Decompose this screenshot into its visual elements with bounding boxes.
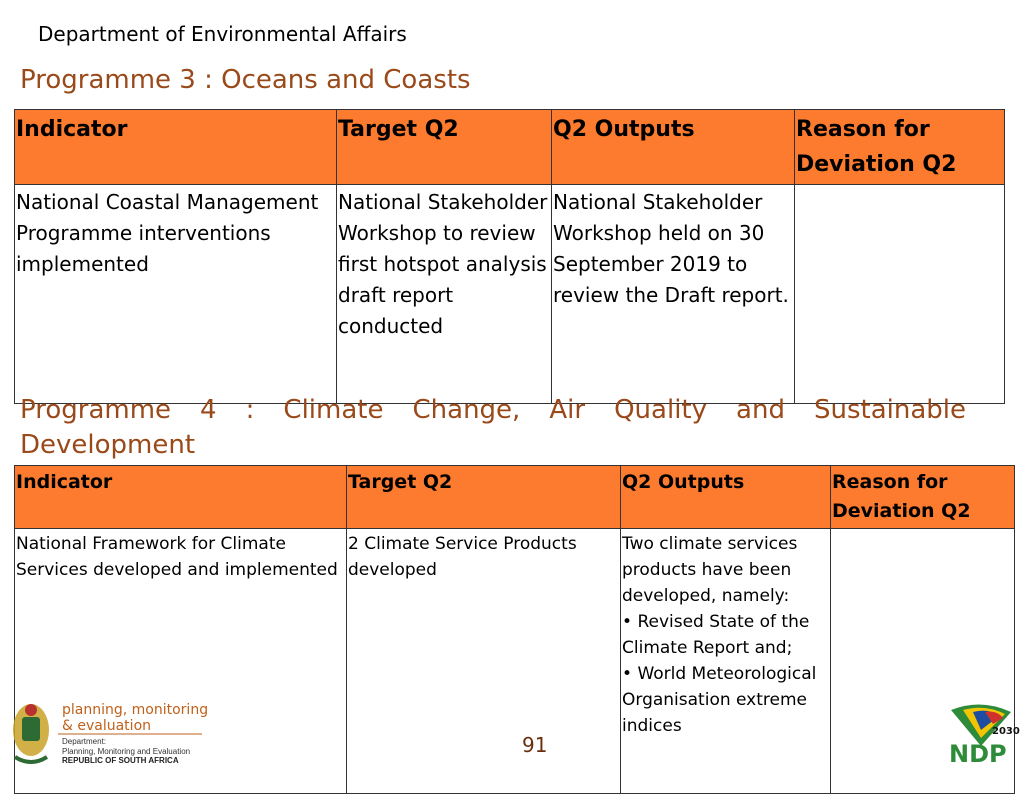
page-number: 91 [522,733,548,757]
cell-outputs [621,529,831,794]
programme-4-title: Programme 4 : Climate Change, Air Quality and Sustainable Development [20,395,966,460]
logo-line-1: planning, monitoring [62,702,209,718]
ndp-logo [945,700,1020,768]
logo-dept-name: Planning, Monitoring and Evaluation [62,747,191,756]
programme-3-title: Programme 3 : Oceans and Coasts [20,65,471,95]
cell-indicator: National Coastal Management Programme interventions implemented [15,185,337,404]
table-header-row [15,466,1015,529]
logo-country: REPUBLIC OF SOUTH AFRICA [62,756,179,765]
table-row [15,185,1005,404]
column-header-target: Target Q2 [337,110,552,185]
column-header-reason: Reason for Deviation Q2 [831,466,1015,529]
logo-line-2: & evaluation [62,718,152,734]
column-header-outputs: Q2 Outputs [552,110,795,185]
column-header-indicator: Indicator [15,466,347,529]
column-header-reason: Reason for Deviation Q2 [795,110,1005,185]
logo-dept-label: Department: [62,737,107,746]
department-name: Department of Environmental Affairs [38,22,407,46]
cell-target: 2 Climate Service Products developed [347,529,621,794]
cell-indicator: National Framework for Climate Services developed and implemented [15,529,347,794]
column-header-indicator: Indicator [15,110,337,185]
coat-of-arms-icon [6,697,209,768]
column-header-target: Target Q2 [347,466,621,529]
cell-target: National Stakeholder Workshop to review first hotspot analysis draft report conducted [337,185,552,404]
column-header-outputs: Q2 Outputs [621,466,831,529]
cell-reason [795,185,1005,404]
dpme-logo [6,697,209,768]
ndp-2030-icon [945,700,1020,768]
ndp-year: 2030 [992,726,1020,737]
programme-3-table [14,109,1005,404]
list-item: • Revised State of the Climate Report and; [622,609,829,661]
outputs-list [622,609,829,739]
cell-outputs: National Stakeholder Workshop held on 30 September 2019 to review the Draft report. [552,185,795,404]
list-item: • World Meteorological Organisation extreme indices [622,661,829,739]
table-header-row [15,110,1005,185]
outputs-intro: Two climate services products have been developed, namely: [622,534,798,606]
ndp-text: NDP [949,740,1007,768]
